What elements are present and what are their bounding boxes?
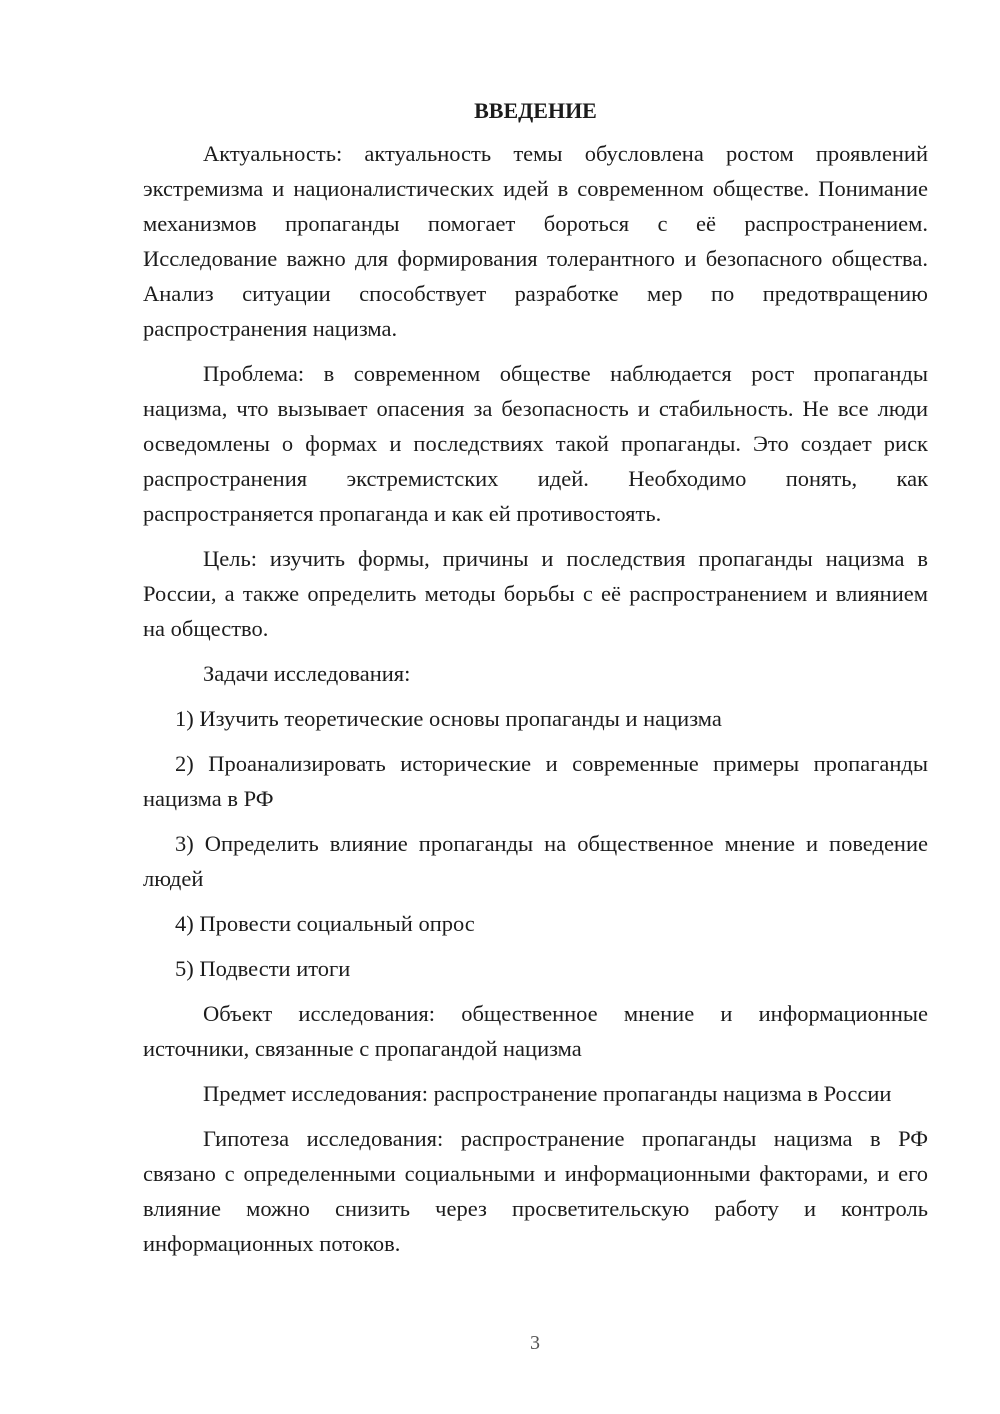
tasks-heading: Задачи исследования: [203,661,411,686]
task-item-1: 1) Изучить теоретические основы пропаганды и нацизма [175,706,722,731]
subject-paragraph: Предмет исследования: распространение пропаганды нацизма в России [203,1081,892,1106]
document-title: ВВЕДЕНИЕ [474,98,597,123]
task-item-5: 5) Подвести итоги [175,956,351,981]
object-paragraph: Объект исследования: общественное мнение и информационные источники, связанные с пропагандой нацизма [143,1001,928,1061]
document-page [143,96,928,1271]
goal-paragraph: Цель: изучить формы, причины и последствия пропаганды нацизма в России, а также определить методы борьбы с её распространением и влиянием на общество. [143,546,928,641]
page-number: 3 [530,1332,540,1354]
hypothesis-paragraph: Гипотеза исследования: распространение пропаганды нацизма в РФ связано с определенными социальными и информационными факторами, и его влияние можно снизить через просветительскую работу и контроль информационных потоков. [143,1126,928,1256]
task-item-3: 3) Определить влияние пропаганды на общественное мнение и поведение людей [143,831,928,891]
relevance-paragraph: Актуальность: актуальность темы обусловлена ростом проявлений экстремизма и националистических идей в современном обществе. Понимание механизмов пропаганды помогает бороться с её распространением. Исследование важно для формирования толерантного и безопасного общества. Анализ ситуации способствует разработке мер по предотвращению распространения нацизма. [143,141,928,341]
task-item-2: 2) Проанализировать исторические и современные примеры пропаганды нацизма в РФ [143,751,928,811]
task-item-4: 4) Провести социальный опрос [175,911,475,936]
problem-paragraph: Проблема: в современном обществе наблюдается рост пропаганды нацизма, что вызывает опасения за безопасность и стабильность. Не все люди осведомлены о формах и последствиях такой пропаганды. Это создает риск распространения экстремистских идей. Необходимо понять, как распространяется пропаганда и как ей противостоять. [143,361,928,526]
